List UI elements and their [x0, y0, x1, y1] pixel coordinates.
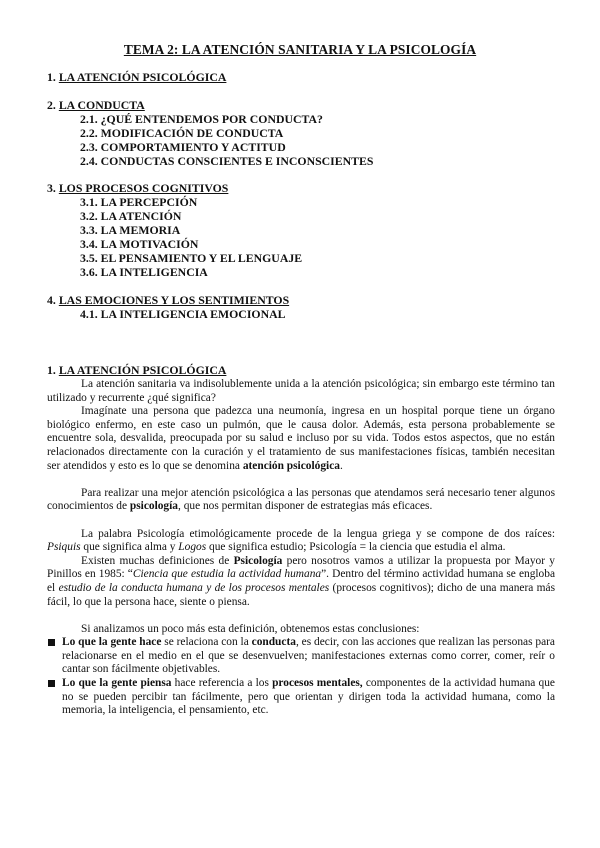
- document-title: [0, 43, 600, 57]
- toc-subitem: 3.1. LA PERCEPCIÓN: [80, 195, 198, 209]
- paragraph-etymology: La palabra Psicología etimológicamente procede de la lengua griega y se compone de dos raíces: Psiquis que significa alma y Logos que significa estudio; Psicología = la ciencia que estudia el alma.: [47, 527, 555, 554]
- paragraph-conclusions: Si analizamos un poco más esta definición, obtenemos estas conclusiones:: [81, 622, 420, 635]
- toc-heading-2: 2. LA CONDUCTA: [47, 98, 145, 112]
- bullet-item: Lo que la gente piensa hace referencia a los procesos mentales, componentes de la actividad humana que no se pueden percibir tan fácilmente, pero que orientan y dirigen toda la actividad humana, como la memoria, la inteligencia, el pensamiento, etc.: [47, 677, 555, 718]
- bullet-square-icon: [48, 639, 55, 646]
- bullet-square-icon: [48, 680, 55, 687]
- toc-subitem: 2.3. COMPORTAMIENTO Y ACTITUD: [80, 140, 286, 154]
- paragraph-definition: Existen muchas definiciones de Psicología pero nosotros vamos a utilizar la propuesta por Mayor y Pinillos en 1985: “Ciencia que estudia la actividad humana”. Dentro del término actividad humana se engloba el estudio de la conducta humana y de los procesos mentales (procesos cognitivos); dicho de una manera más fácil, lo que la persona hace, siente o piensa.: [47, 554, 555, 608]
- toc-heading-4: 4. LAS EMOCIONES Y LOS SENTIMIENTOS: [47, 293, 290, 307]
- toc-subitem: 3.5. EL PENSAMIENTO Y EL LENGUAJE: [80, 251, 303, 265]
- paragraph-strategies: Para realizar una mejor atención psicológica a las personas que atendamos será necesario tener algunos conocimientos de psicología, que nos permitan disponer de estrategias más eficaces.: [47, 486, 555, 513]
- section-heading: 1. LA ATENCIÓN PSICOLÓGICA: [47, 363, 227, 377]
- toc-subitem: 3.6. LA INTELIGENCIA: [80, 265, 208, 279]
- toc-subitem: 2.1. ¿QUÉ ENTENDEMOS POR CONDUCTA?: [80, 112, 323, 126]
- toc-subitem: 4.1. LA INTELIGENCIA EMOCIONAL: [80, 307, 286, 321]
- title-prefix: TEMA 2: [123, 42, 174, 57]
- toc-subitem: 2.2. MODIFICACIÓN DE CONDUCTA: [80, 126, 284, 140]
- toc-subitem: 2.4. CONDUCTAS CONSCIENTES E INCONSCIENTES: [80, 154, 374, 168]
- toc-subitem: 3.2. LA ATENCIÓN: [80, 209, 182, 223]
- paragraph-example: Imagínate una persona que padezca una neumonía, ingresa en un hospital porque tiene un órgano biológico enfermo, en este caso un pulmón, que le causa dolor. Además, esta persona probablemente se encuentre sola, desvalida, preocupada por su salud e incluso por su vida. Todos estos aspectos, que no están relacionados directamente con la curación y el tratamiento de sus manifestaciones físicas, también necesitan ser atendidos y esto es lo que se denomina atención psicológica.: [47, 405, 555, 472]
- paragraph-intro: La atención sanitaria va indisolublemente unida a la atención psicológica; sin embargo este término tan utilizado y recurrente ¿qué significa?: [47, 378, 555, 404]
- toc-heading-3: 3. LOS PROCESOS COGNITIVOS: [47, 181, 229, 195]
- toc-subitem: 3.4. LA MOTIVACIÓN: [80, 237, 199, 251]
- bullet-item: Lo que la gente hace se relaciona con la conducta, es decir, con las acciones que realizan las personas para relacionarse en el medio en el que se desenvuelven; manifestaciones externas como correr, comer, reír o cantar son fácilmente objetivables.: [47, 636, 555, 677]
- title-rest: : LA ATENCIÓN SANITARIA Y LA PSICOLOGÍA: [173, 42, 477, 57]
- toc-subitem: 3.3. LA MEMORIA: [80, 223, 181, 237]
- document-body: [47, 378, 555, 718]
- toc-heading-1: 1. LA ATENCIÓN PSICOLÓGICA: [47, 70, 227, 84]
